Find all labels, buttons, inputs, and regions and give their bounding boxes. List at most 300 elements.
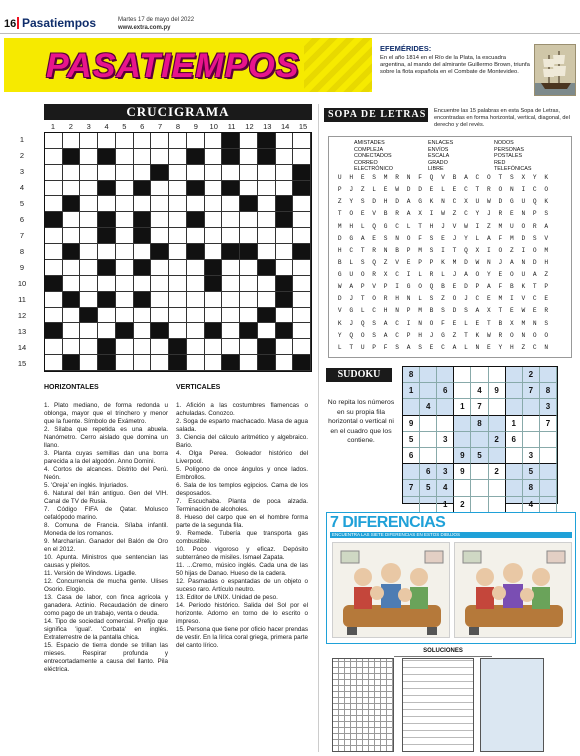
crossword-cell[interactable] (240, 292, 258, 308)
sopa-letter[interactable]: J (349, 319, 354, 327)
sopa-letter[interactable]: O (360, 331, 365, 339)
crossword-cell[interactable] (222, 308, 240, 324)
crossword-cell[interactable] (258, 196, 276, 212)
crossword-cell[interactable] (116, 244, 134, 260)
sopa-letter[interactable]: X (509, 319, 514, 327)
sopa-letter[interactable]: I (406, 271, 411, 279)
sopa-letter[interactable]: S (395, 343, 399, 351)
sopa-letter[interactable]: C (395, 222, 399, 230)
crossword-cell[interactable] (151, 196, 169, 212)
crossword-cell[interactable] (116, 181, 134, 197)
sopa-letter[interactable]: L (360, 222, 365, 230)
sopa-letter[interactable]: T (532, 283, 537, 291)
crossword-cell[interactable] (151, 133, 169, 149)
crossword-cell[interactable] (293, 339, 311, 355)
sudoku-cell[interactable] (540, 480, 557, 496)
crossword-cell[interactable] (169, 308, 187, 324)
crossword-cell[interactable] (293, 196, 311, 212)
sopa-letter[interactable]: C (475, 174, 480, 181)
crossword-cell[interactable] (240, 228, 258, 244)
crossword-cell[interactable] (80, 339, 98, 355)
sopa-letter[interactable]: S (509, 174, 514, 181)
sopa-letter[interactable]: O (418, 283, 422, 291)
crossword-cell[interactable] (205, 212, 223, 228)
sopa-letter[interactable]: H (544, 258, 549, 266)
sopa-letter[interactable]: N (406, 295, 411, 303)
crossword-cell[interactable] (276, 133, 294, 149)
sudoku-cell[interactable] (471, 432, 488, 448)
crossword-cell[interactable] (240, 308, 258, 324)
sudoku-grid[interactable] (402, 366, 558, 509)
sopa-letter[interactable]: T (464, 331, 468, 339)
crossword-cell[interactable] (205, 339, 223, 355)
crossword-cell[interactable] (169, 149, 187, 165)
sopa-letter[interactable]: S (360, 198, 365, 206)
sopa-letter[interactable]: P (418, 258, 422, 266)
crossword-cell[interactable] (258, 292, 276, 308)
sopa-letter[interactable]: Q (372, 222, 376, 230)
crossword-cell[interactable] (45, 165, 63, 181)
sopa-letter[interactable]: V (452, 222, 457, 230)
sudoku-cell[interactable] (454, 480, 471, 496)
sopa-letter[interactable]: V (395, 258, 399, 266)
sopa-letter[interactable]: S (544, 319, 549, 327)
crossword-cell[interactable] (258, 228, 276, 244)
sopa-letter[interactable]: E (509, 307, 514, 315)
crossword-cell[interactable] (98, 308, 116, 324)
sopa-letter[interactable]: U (509, 222, 514, 230)
sopa-letter[interactable]: J (349, 186, 354, 194)
sopa-letter[interactable]: G (509, 198, 514, 206)
crossword-cell[interactable] (134, 165, 152, 181)
crossword-cell[interactable] (169, 244, 187, 260)
sopa-letter[interactable]: R (383, 295, 388, 303)
crossword-cell[interactable] (151, 339, 169, 355)
sudoku-cell[interactable] (420, 432, 437, 448)
crossword-cell[interactable] (98, 165, 116, 181)
sopa-letter[interactable]: H (383, 198, 388, 206)
crossword-cell[interactable] (222, 212, 240, 228)
sopa-letter[interactable]: I (429, 210, 434, 218)
diferencias-image-left[interactable] (332, 542, 450, 638)
sopa-letter[interactable]: B (337, 258, 342, 266)
sudoku-cell[interactable] (489, 367, 506, 383)
sopa-letter[interactable]: N (406, 174, 411, 181)
crossword-cell[interactable] (45, 339, 63, 355)
sudoku-cell[interactable] (506, 497, 523, 513)
sopa-letter[interactable]: I (395, 283, 399, 291)
sopa-letter[interactable]: M (418, 246, 422, 254)
crossword-cell[interactable] (98, 244, 116, 260)
crossword-grid[interactable] (44, 132, 312, 372)
sopa-letter[interactable]: Z (521, 343, 526, 351)
sopa-letter[interactable]: E (429, 186, 434, 194)
sopa-letter[interactable]: E (544, 295, 549, 303)
sopa-letter[interactable]: A (487, 234, 491, 242)
crossword-cell[interactable] (98, 133, 116, 149)
sopa-letter[interactable]: I (441, 246, 445, 254)
crossword-cell[interactable] (80, 355, 98, 371)
sopa-letter[interactable]: T (360, 246, 365, 254)
sopa-letter[interactable]: N (521, 258, 526, 266)
crossword-cell[interactable] (222, 292, 240, 308)
sopa-letter[interactable]: I (475, 222, 480, 230)
sopa-letter[interactable]: Y (487, 271, 491, 279)
sopa-letter[interactable]: W (395, 186, 399, 194)
crossword-cell[interactable] (169, 276, 187, 292)
crossword-cell[interactable] (80, 276, 98, 292)
crossword-cell[interactable] (151, 149, 169, 165)
sopa-letter[interactable]: C (452, 198, 457, 206)
sopa-letter[interactable]: Z (487, 222, 491, 230)
sopa-letter[interactable]: C (395, 271, 399, 279)
sopa-letter[interactable]: C (395, 331, 399, 339)
sopa-letter[interactable]: S (429, 246, 434, 254)
sopa-letter[interactable]: B (441, 283, 445, 291)
crossword-cell[interactable] (80, 212, 98, 228)
sopa-letter[interactable]: S (372, 174, 376, 181)
sopa-letter[interactable]: G (349, 234, 354, 242)
sopa-letter[interactable]: S (360, 258, 365, 266)
crossword-cell[interactable] (276, 339, 294, 355)
crossword-cell[interactable] (116, 133, 134, 149)
sopa-letter[interactable]: U (521, 271, 526, 279)
sopa-letter[interactable]: Q (429, 174, 434, 181)
crossword-cell[interactable] (134, 323, 152, 339)
sopa-letter[interactable]: S (383, 234, 388, 242)
sopa-letter[interactable]: K (429, 198, 434, 206)
sopa-letter[interactable]: O (498, 186, 503, 194)
sopa-letter[interactable]: N (383, 246, 388, 254)
crossword-cell[interactable] (63, 260, 81, 276)
sopa-letter[interactable]: S (429, 295, 434, 303)
sopa-letter[interactable]: B (509, 283, 514, 291)
sopa-letter[interactable]: A (544, 222, 549, 230)
crossword-cell[interactable] (169, 228, 187, 244)
sopa-letter[interactable]: X (464, 198, 468, 206)
sopa-letter[interactable]: F (383, 343, 388, 351)
sopa-letter[interactable]: L (360, 307, 365, 315)
sopa-letter[interactable]: D (418, 186, 422, 194)
sudoku-cell[interactable] (471, 480, 488, 496)
sopa-letter[interactable]: R (544, 307, 549, 315)
sopa-letter[interactable]: O (544, 331, 549, 339)
sopa-letter[interactable]: A (383, 319, 388, 327)
crossword-cell[interactable] (116, 149, 134, 165)
sopa-letter[interactable]: R (429, 271, 434, 279)
sopa-letter[interactable]: A (406, 198, 411, 206)
crossword-cell[interactable] (187, 355, 205, 371)
sopa-letter[interactable]: P (406, 307, 411, 315)
sopa-letter[interactable]: E (360, 174, 365, 181)
sopa-letter[interactable]: C (532, 295, 537, 303)
sopa-letter[interactable]: R (372, 271, 376, 279)
crossword-cell[interactable] (45, 133, 63, 149)
sopa-letter[interactable]: M (521, 319, 526, 327)
crossword-cell[interactable] (293, 323, 311, 339)
sopa-letter[interactable]: C (532, 343, 537, 351)
crossword-cell[interactable] (258, 323, 276, 339)
crossword-cell[interactable] (240, 133, 258, 149)
sopa-letter[interactable]: D (452, 307, 457, 315)
sopa-letter[interactable]: T (452, 246, 457, 254)
sopa-letter[interactable]: Y (532, 174, 537, 181)
sopa-letter[interactable]: J (452, 234, 457, 242)
sudoku-cell[interactable] (420, 383, 437, 399)
sopa-letter[interactable]: K (475, 331, 480, 339)
crossword-cell[interactable] (98, 196, 116, 212)
sopa-letter[interactable]: Q (429, 283, 434, 291)
sopa-letter[interactable]: Q (349, 331, 354, 339)
sopa-letter[interactable]: A (406, 210, 411, 218)
sudoku-cell[interactable] (540, 432, 557, 448)
crossword-cell[interactable] (240, 339, 258, 355)
crossword-cell[interactable] (63, 165, 81, 181)
sopa-letter[interactable]: K (521, 283, 526, 291)
sopa-letter[interactable]: G (406, 283, 411, 291)
sopa-letter[interactable]: J (498, 258, 503, 266)
sopa-letter[interactable]: R (395, 210, 399, 218)
sopa-letter[interactable]: L (441, 271, 445, 279)
sopa-letter[interactable]: G (383, 222, 388, 230)
sudoku-cell[interactable] (454, 367, 471, 383)
crossword-cell[interactable] (240, 260, 258, 276)
sopa-letter[interactable]: U (475, 198, 480, 206)
crossword-cell[interactable] (222, 323, 240, 339)
sopa-letter[interactable]: J (464, 295, 468, 303)
sopa-letter[interactable]: D (521, 234, 526, 242)
sopa-letter[interactable]: Z (544, 271, 549, 279)
sudoku-cell[interactable] (506, 367, 523, 383)
sudoku-cell[interactable] (506, 448, 523, 464)
sudoku-cell[interactable] (540, 497, 557, 513)
sopa-letter[interactable]: Z (360, 186, 365, 194)
crossword-cell[interactable] (240, 165, 258, 181)
sopa-letter[interactable]: F (418, 234, 422, 242)
sopa-letter[interactable]: S (532, 234, 537, 242)
sopa-letter[interactable]: N (475, 343, 480, 351)
crossword-cell[interactable] (276, 244, 294, 260)
crossword-cell[interactable] (80, 181, 98, 197)
sudoku-cell[interactable] (454, 383, 471, 399)
sopa-letter[interactable]: E (441, 234, 445, 242)
sopa-letter[interactable]: Y (498, 343, 503, 351)
sopa-letter[interactable]: I (406, 319, 411, 327)
crossword-cell[interactable] (169, 212, 187, 228)
sudoku-cell[interactable] (437, 367, 454, 383)
sopa-letter[interactable]: N (544, 343, 549, 351)
section-name[interactable]: Pasatiempos (22, 16, 97, 30)
sopa-letter[interactable]: F (498, 234, 503, 242)
sopa-letter[interactable]: S (372, 331, 376, 339)
crossword-cell[interactable] (134, 308, 152, 324)
sopa-letter[interactable]: W (337, 283, 342, 291)
crossword-cell[interactable] (205, 244, 223, 260)
crossword-cell[interactable] (187, 276, 205, 292)
sopa-letter[interactable]: C (372, 307, 376, 315)
crossword-cell[interactable] (45, 228, 63, 244)
crossword-cell[interactable] (116, 165, 134, 181)
sopa-letter[interactable]: G (418, 198, 422, 206)
sopa-letter[interactable]: D (337, 295, 342, 303)
sudoku-cell[interactable] (540, 448, 557, 464)
sopa-letter[interactable]: N (509, 186, 514, 194)
sopa-letter[interactable]: O (475, 271, 480, 279)
crossword-cell[interactable] (63, 308, 81, 324)
sopa-letter[interactable]: E (487, 343, 491, 351)
sopa-letter[interactable]: W (475, 258, 480, 266)
sopa-letter[interactable]: J (487, 210, 491, 218)
crossword-cell[interactable] (187, 196, 205, 212)
sopa-letter[interactable]: J (349, 295, 354, 303)
sopa-letter[interactable]: X (487, 307, 491, 315)
sopa-letter[interactable]: I (509, 295, 514, 303)
sopa-letter[interactable]: O (429, 319, 434, 327)
crossword-cell[interactable] (205, 292, 223, 308)
sudoku-cell[interactable] (403, 497, 420, 513)
crossword-cell[interactable] (45, 149, 63, 165)
crossword-cell[interactable] (63, 212, 81, 228)
sopa-letter[interactable]: B (429, 307, 434, 315)
sopa-letter[interactable]: M (452, 258, 457, 266)
crossword-cell[interactable] (151, 292, 169, 308)
sopa-letter[interactable]: V (372, 210, 376, 218)
sopa-letter[interactable]: M (383, 174, 388, 181)
sopa-letter[interactable]: A (349, 283, 354, 291)
crossword-cell[interactable] (205, 165, 223, 181)
crossword-cell[interactable] (116, 339, 134, 355)
sopa-letter[interactable]: H (429, 222, 434, 230)
crossword-cell[interactable] (205, 228, 223, 244)
sopa-letter[interactable]: L (475, 234, 480, 242)
crossword-cell[interactable] (134, 276, 152, 292)
sopa-letter[interactable]: O (509, 331, 514, 339)
crossword-cell[interactable] (187, 339, 205, 355)
crossword-cell[interactable] (45, 308, 63, 324)
crossword-cell[interactable] (134, 355, 152, 371)
sopa-letter[interactable]: A (383, 331, 388, 339)
crossword-cell[interactable] (116, 212, 134, 228)
crossword-cell[interactable] (187, 228, 205, 244)
sopa-letter[interactable]: L (406, 222, 411, 230)
sudoku-cell[interactable] (420, 367, 437, 383)
crossword-cell[interactable] (80, 260, 98, 276)
crossword-cell[interactable] (293, 308, 311, 324)
sopa-letter[interactable]: E (487, 295, 491, 303)
sopa-letter[interactable]: E (452, 186, 457, 194)
crossword-cell[interactable] (45, 292, 63, 308)
sopa-letter[interactable]: H (383, 307, 388, 315)
sopa-letter[interactable]: Z (383, 258, 388, 266)
crossword-cell[interactable] (258, 165, 276, 181)
crossword-cell[interactable] (276, 228, 294, 244)
sopa-letter[interactable]: C (464, 186, 468, 194)
crossword-cell[interactable] (116, 228, 134, 244)
sopa-letter[interactable]: V (337, 307, 342, 315)
sopa-letter[interactable]: D (406, 186, 411, 194)
crossword-cell[interactable] (116, 292, 134, 308)
crossword-cell[interactable] (222, 276, 240, 292)
sopa-letter[interactable]: W (441, 210, 445, 218)
sudoku-cell[interactable] (437, 416, 454, 432)
crossword-cell[interactable] (80, 133, 98, 149)
sopa-letter[interactable]: U (360, 343, 365, 351)
crossword-cell[interactable] (45, 181, 63, 197)
crossword-cell[interactable] (222, 228, 240, 244)
sopa-letter[interactable]: O (452, 295, 457, 303)
sudoku-cell[interactable] (420, 416, 437, 432)
sopa-letter[interactable]: B (452, 174, 457, 181)
crossword-cell[interactable] (151, 260, 169, 276)
sopa-letter[interactable]: T (475, 186, 480, 194)
sopa-letter[interactable]: I (521, 186, 526, 194)
sopa-letter[interactable]: Y (337, 331, 342, 339)
crossword-cell[interactable] (293, 212, 311, 228)
crossword-cell[interactable] (222, 339, 240, 355)
sopa-letter[interactable]: E (383, 186, 388, 194)
sudoku-cell[interactable] (489, 416, 506, 432)
sopa-letter[interactable]: R (498, 331, 503, 339)
sopa-letter[interactable]: H (337, 246, 342, 254)
sopa-letter[interactable]: W (487, 331, 491, 339)
crossword-cell[interactable] (293, 276, 311, 292)
sopa-letter[interactable]: F (498, 283, 503, 291)
crossword-cell[interactable] (116, 260, 134, 276)
crossword-cell[interactable] (258, 212, 276, 228)
sopa-letter[interactable]: O (372, 295, 376, 303)
crossword-cell[interactable] (276, 260, 294, 276)
sopa-letter[interactable]: Z (452, 210, 457, 218)
crossword-cell[interactable] (98, 323, 116, 339)
crossword-cell[interactable] (63, 323, 81, 339)
crossword-cell[interactable] (258, 181, 276, 197)
sopa-letter[interactable]: N (441, 198, 445, 206)
sopa-letter[interactable]: A (406, 343, 411, 351)
sudoku-cell[interactable] (540, 464, 557, 480)
sopa-letter[interactable]: N (395, 307, 399, 315)
sopa-letter[interactable]: B (498, 319, 503, 327)
sopa-letter[interactable]: E (452, 319, 457, 327)
sopa-letter[interactable]: A (487, 283, 491, 291)
sudoku-cell[interactable] (471, 497, 488, 513)
sopa-letter[interactable]: S (418, 343, 422, 351)
sopa-letter[interactable]: E (532, 307, 537, 315)
crossword-cell[interactable] (80, 244, 98, 260)
sopa-letter[interactable]: R (395, 174, 399, 181)
sopa-letter[interactable]: K (544, 198, 549, 206)
sopa-letter[interactable]: S (464, 307, 468, 315)
sopa-letter[interactable]: R (532, 222, 537, 230)
sopa-letter[interactable]: P (429, 258, 434, 266)
sopa-letter[interactable]: V (372, 283, 376, 291)
crossword-cell[interactable] (240, 181, 258, 197)
crossword-cell[interactable] (222, 260, 240, 276)
sopa-letter[interactable]: J (441, 222, 445, 230)
sopa-letter[interactable]: D (464, 283, 468, 291)
sopa-letter[interactable]: E (429, 343, 434, 351)
sopa-letter[interactable]: Q (360, 319, 365, 327)
sopa-letter[interactable]: M (498, 222, 503, 230)
sopa-letter[interactable]: E (509, 210, 514, 218)
sopa-letter[interactable]: U (349, 271, 354, 279)
sopa-letter[interactable]: D (372, 198, 376, 206)
sopa-letter[interactable]: D (532, 258, 537, 266)
sopa-letter[interactable]: F (441, 319, 445, 327)
sopa-letter[interactable]: Q (532, 198, 537, 206)
crossword-cell[interactable] (187, 133, 205, 149)
crossword-cell[interactable] (80, 196, 98, 212)
crossword-cell[interactable] (134, 244, 152, 260)
